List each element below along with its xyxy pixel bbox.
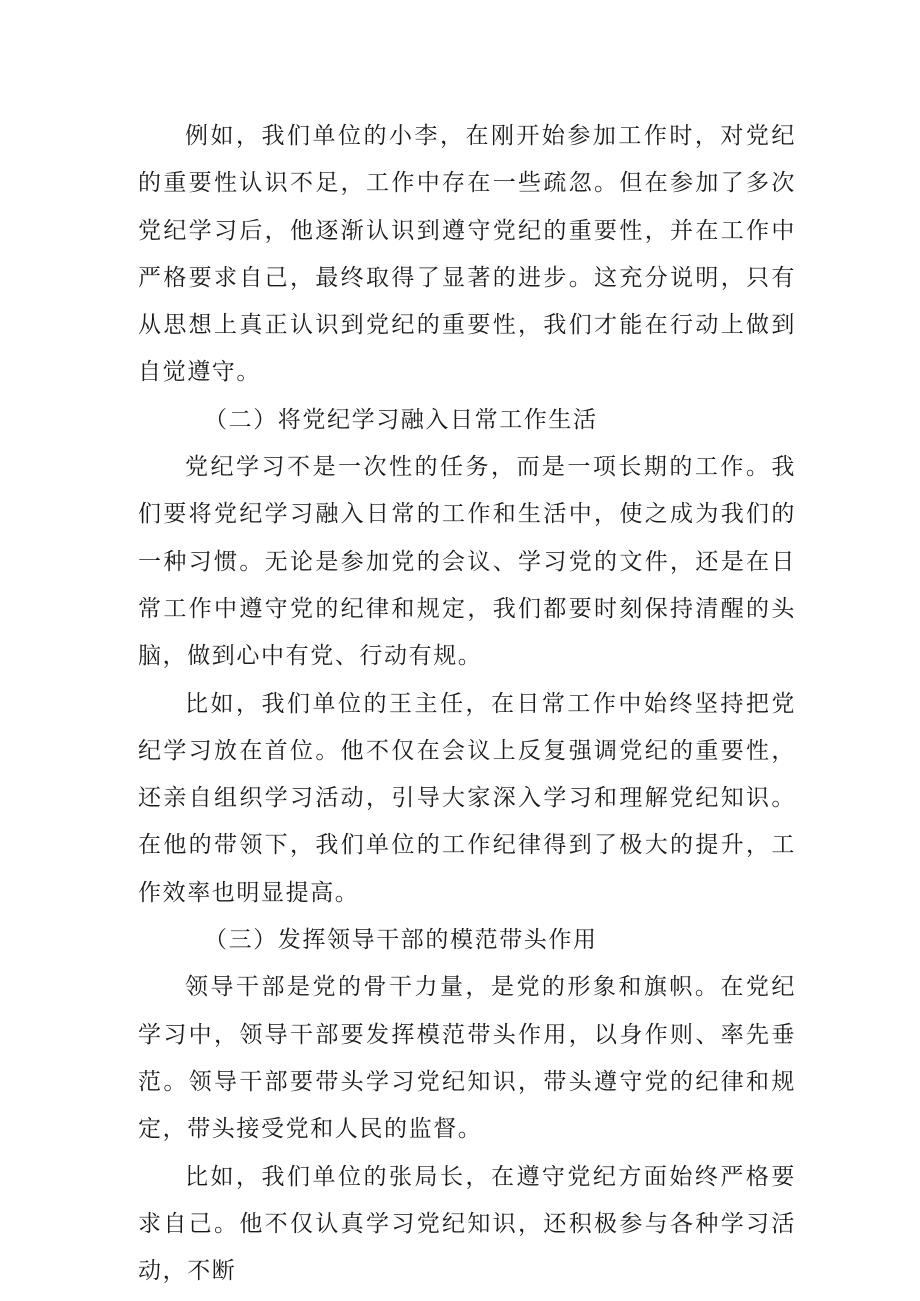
paragraph-example-xiaoli: 例如，我们单位的小李，在刚开始参加工作时，对党纪的重要性认识不足，工作中存在一些疏忽。但在参加了多次党纪学习后，他逐渐认识到遵守党纪的重要性，并在工作中严格要求自己，最终取得了显著的进步。这充分说明，只有从思想上真正认识到党纪的重要性，我们才能在行动上做到自觉遵守。 [138,123,796,386]
paragraph-leaders-role: 领导干部是党的骨干力量，是党的形象和旗帜。在党纪学习中，领导干部要发挥模范带头作用，以身作则、率先垂范。领导干部要带头学习党纪知识，带头遵守党的纪律和规定，带头接受党和人民的监督。 [138,974,796,1143]
document-body [138,113,796,1295]
paragraph-example-director-zhang: 比如，我们单位的张局长，在遵守党纪方面始终严格要求自己。他不仅认真学习党纪知识，还积极参与各种学习活动，不断 [138,1163,796,1285]
section-heading-3: （三）发挥领导干部的模范带头作用 [204,927,598,954]
section-heading-2: （二）将党纪学习融入日常工作生活 [204,406,598,433]
paragraph-example-director-wang: 比如，我们单位的王主任，在日常工作中始终坚持把党纪学习放在首位。他不仅在会议上反复强调党纪的重要性，还亲自组织学习活动，引导大家深入学习和理解党纪知识。在他的带领下，我们单位的工作纪律得到了极大的提升，工作效率也明显提高。 [138,690,796,906]
paragraph-integrate-study: 党纪学习不是一次性的任务，而是一项长期的工作。我们要将党纪学习融入日常的工作和生活中，使之成为我们的一种习惯。无论是参加党的会议、学习党的文件，还是在日常工作中遵守党的纪律和规定，我们都要时刻保持清醒的头脑，做到心中有党、行动有规。 [138,454,796,670]
